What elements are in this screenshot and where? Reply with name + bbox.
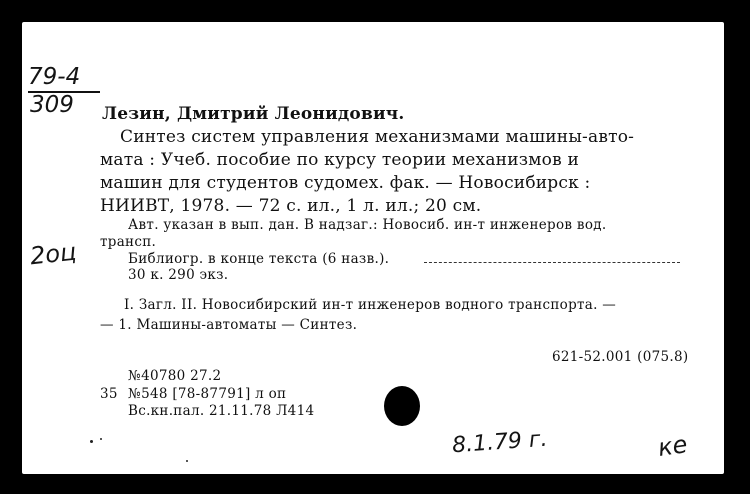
- print-prefix: 35: [100, 386, 118, 402]
- print-line-3: Вс.кн.пал. 21.11.78 Л414: [128, 403, 315, 419]
- call-number-bottom: 309: [30, 92, 74, 118]
- author-heading: Лезин, Дмитрий Леонидович.: [102, 104, 405, 124]
- handwritten-initials: ке: [656, 430, 690, 462]
- tracing-line-2: — 1. Машины-автоматы — Синтез.: [100, 317, 358, 333]
- title-line-1: Синтез систем управления механизмами машины-авто-: [120, 127, 635, 147]
- tracing-line-1: I. Загл. II. Новосибирский ин-т инженеров водного транспорта. —: [124, 297, 617, 313]
- call-number-top: 79-4: [28, 64, 81, 90]
- bibliography-dashed-rule: [424, 262, 680, 263]
- margin-handwritten-mark: 2оц: [28, 237, 78, 271]
- title-line-2: мата : Учеб. пособие по курсу теории механизмов и: [100, 150, 579, 170]
- udc-code: 621-52.001 (075.8): [552, 349, 689, 365]
- ink-speck: [90, 440, 93, 443]
- title-line-4: НИИВТ, 1978. — 72 с. ил., 1 л. ил.; 20 см.: [100, 196, 482, 216]
- note-author-continued: трансп.: [100, 234, 157, 250]
- title-line-3: машин для студентов судомех. фак. — Новосибирск :: [100, 173, 591, 193]
- print-line-2: №548 [78-87791] л оп: [128, 386, 287, 402]
- catalog-card: [22, 22, 724, 474]
- ink-speck: [186, 460, 188, 462]
- ink-speck: [100, 438, 102, 440]
- card-punch-hole: [384, 386, 420, 426]
- print-line-1: №40780 27.2: [128, 368, 222, 384]
- note-author-line: Авт. указан в вып. дан. В надзаг.: Новосиб. ин-т инженеров вод.: [128, 217, 607, 233]
- note-bibliography: Библиогр. в конце текста (6 назв.).: [128, 251, 390, 267]
- note-price-copies: 30 к. 290 экз.: [128, 267, 229, 283]
- handwritten-date: 8.1.79 г.: [451, 426, 549, 459]
